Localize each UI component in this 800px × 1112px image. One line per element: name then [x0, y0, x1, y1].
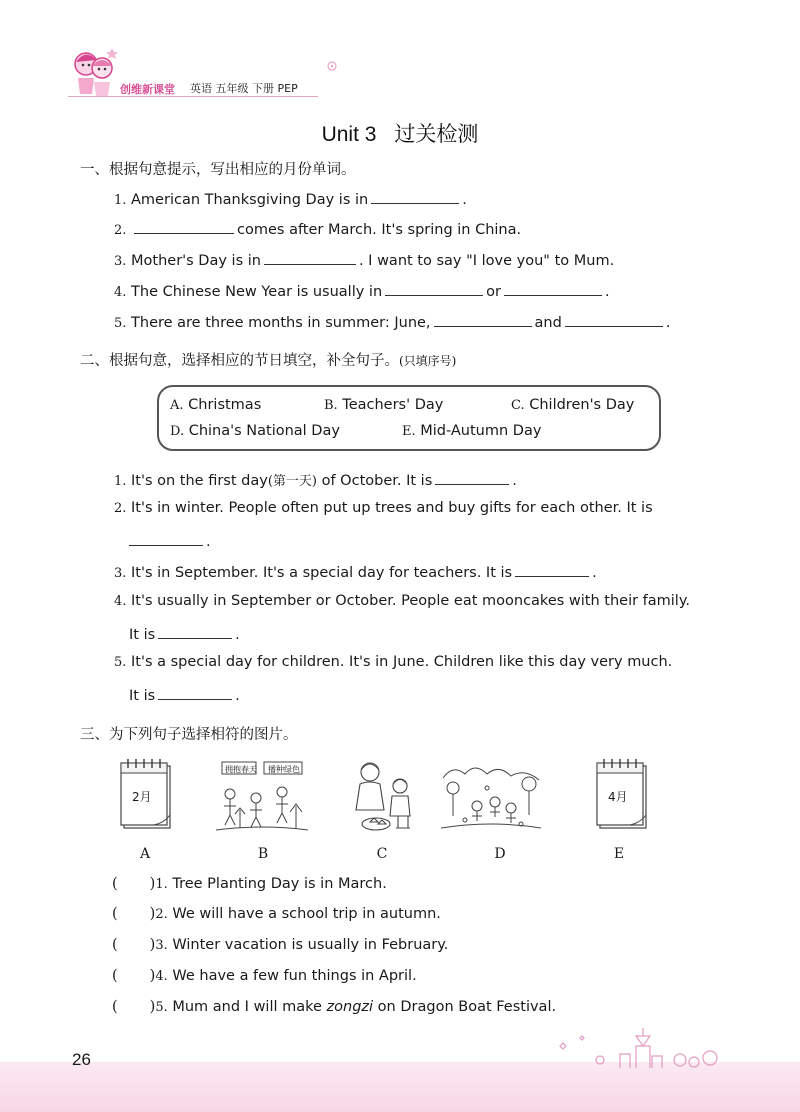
- header-divider: [68, 96, 318, 97]
- picture-label-a: A: [139, 846, 151, 862]
- answer-blank[interactable]: [385, 281, 483, 296]
- s2-question-2: 2. It's in winter. People often put up trees and buy gifts for each other. It is: [114, 500, 653, 516]
- brand-name: 创维新课堂: [120, 83, 175, 96]
- flower-icon: [325, 60, 339, 72]
- mother-child-zongzi-icon: [346, 758, 422, 836]
- cartoon-kids-logo-icon: [68, 42, 120, 100]
- section3-heading: 三、为下列句子选择相符的图片。: [80, 727, 298, 743]
- s2-question-5: 5. It's a special day for children. It's in June. Children like this day very much.: [114, 654, 673, 670]
- section1-heading: 一、根据句意提示，写出相应的月份单词。: [80, 162, 356, 178]
- s3-question-1: ( )1. Tree Planting Day is in March.: [112, 876, 387, 892]
- picture-label-b: B: [257, 846, 269, 862]
- calendar-caption: 2月: [132, 790, 152, 804]
- picture-c-zongzi: [346, 758, 422, 836]
- footer-band: [0, 1062, 800, 1112]
- sign-text-2: 播种绿色: [268, 765, 300, 774]
- page-number: 26: [72, 1050, 91, 1069]
- answer-blank[interactable]: [158, 685, 232, 700]
- option-c: C. Children's Day: [511, 397, 635, 413]
- s1-question-2: 2. comes after March. It's spring in China.: [114, 219, 521, 238]
- answer-blank[interactable]: [134, 219, 234, 234]
- title-text: 过关检测: [394, 123, 479, 146]
- unit-label: Unit 3: [321, 123, 377, 146]
- section2-heading: 二、根据句意，选择相应的节日填空，补全句子。(只填序号): [80, 353, 457, 369]
- picture-label-d: D: [494, 846, 506, 862]
- answer-blank[interactable]: [565, 312, 663, 327]
- answer-blank[interactable]: [264, 250, 356, 265]
- picture-e-calendar: [594, 758, 652, 836]
- s2-question-5-answer: It is .: [129, 685, 240, 704]
- s1-question-3: 3. Mother's Day is in . I want to say "I love you" to Mum.: [114, 250, 614, 269]
- option-a: A. Christmas: [170, 397, 262, 413]
- answer-blank[interactable]: [158, 624, 232, 639]
- s2-question-4: 4. It's usually in September or October. People eat mooncakes with their family.: [114, 593, 690, 609]
- calendar-caption: 4月: [608, 790, 628, 804]
- answer-blank[interactable]: [129, 531, 203, 546]
- sign-text-1: 拥抱春天: [225, 765, 257, 774]
- option-d: D. China's National Day: [170, 423, 340, 439]
- s1-question-5: 5. There are three months in summer: June, and .: [114, 312, 670, 331]
- picture-d-school-trip: [441, 758, 541, 836]
- picture-label-e: E: [613, 846, 625, 862]
- s1-question-1: 1. American Thanksgiving Day is in .: [114, 189, 467, 208]
- options-box: [157, 385, 661, 451]
- s2-question-2-answer: .: [129, 531, 211, 550]
- s2-question-3: 3. It's in September. It's a special day for teachers. It is .: [114, 562, 597, 581]
- s3-question-3: ( )3. Winter vacation is usually in February.: [112, 937, 449, 953]
- castle-decoration-icon: [540, 1022, 740, 1068]
- answer-blank[interactable]: [515, 562, 589, 577]
- answer-blank[interactable]: [504, 281, 602, 296]
- option-b: B. Teachers' Day: [324, 397, 444, 413]
- picture-b-tree-planting: [216, 758, 308, 836]
- s2-question-1: 1. It's on the first day(第一天) of October. It is .: [114, 470, 517, 489]
- s3-question-4: ( )4. We have a few fun things in April.: [112, 968, 417, 984]
- picture-a-calendar: [118, 758, 176, 836]
- answer-blank[interactable]: [434, 312, 532, 327]
- book-info: 英语 五年级 下册 PEP: [190, 82, 298, 95]
- answer-blank[interactable]: [435, 470, 509, 485]
- s1-question-4: 4. The Chinese New Year is usually in or .: [114, 281, 610, 300]
- picture-label-c: C: [376, 846, 388, 862]
- school-trip-scene-icon: [441, 758, 541, 836]
- s3-question-5: ( )5. Mum and I will make zongzi on Dragon Boat Festival.: [112, 999, 557, 1015]
- page-title: [0, 118, 800, 148]
- s3-question-2: ( )2. We will have a school trip in autumn.: [112, 906, 441, 922]
- answer-blank[interactable]: [371, 189, 459, 204]
- option-e: E. Mid-Autumn Day: [402, 423, 542, 439]
- s2-question-4-answer: It is .: [129, 624, 240, 643]
